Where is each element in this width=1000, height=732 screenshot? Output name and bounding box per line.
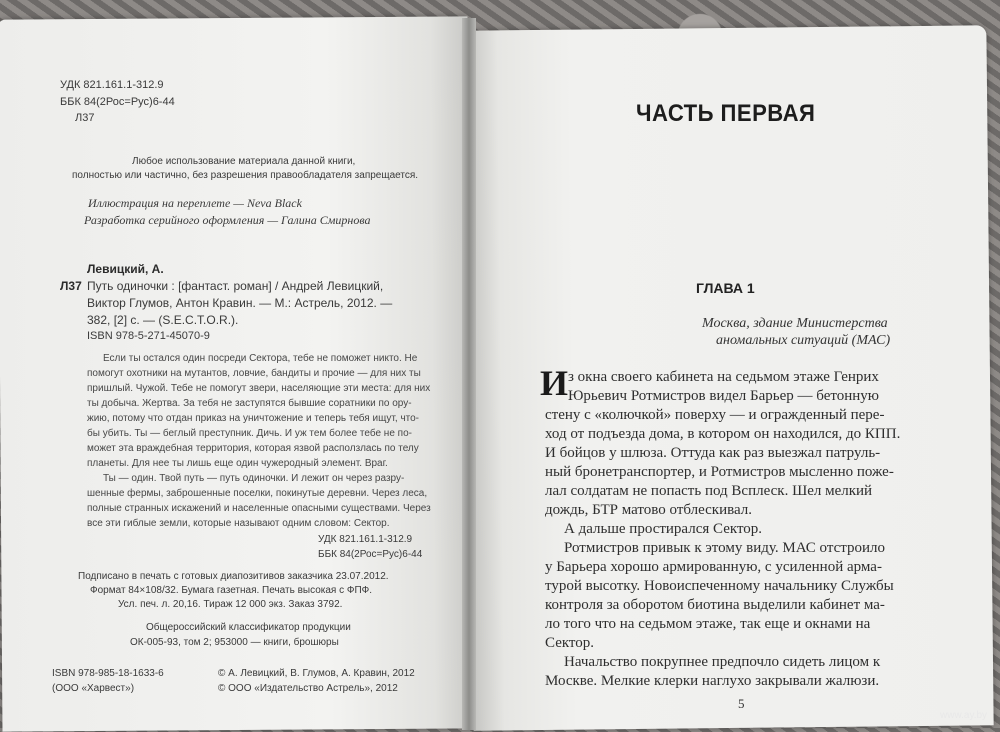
classifier-line-1: Общероссийский классификатор продукции	[146, 622, 351, 633]
credit-design: Разработка серийного оформления — Галина Смирнова	[84, 213, 371, 227]
annotation-line: помогут охотники на мутантов, ловчие, бандиты и прочие — для них ты	[87, 368, 421, 379]
watermark: www.ay.by	[940, 710, 988, 721]
annotation-line: может эта враждебная территория, которая язвой расползлась по телу	[87, 443, 419, 454]
copyright-publisher: © ООО «Издательство Астрель», 2012	[218, 683, 398, 694]
body-line: у Барьера хорошо армированную, с усиленной арма-	[545, 559, 882, 575]
annotation-line: ты добыча. Жертва. За тебя не заступятся бывшие соратники по ору-	[87, 398, 412, 409]
isbn-main: ISBN 978-5-271-45070-9	[87, 330, 210, 342]
annotation-line: все эти гиблые земли, которые называют одним словом: Сектор.	[87, 518, 390, 529]
body-line: ный бронетранспортер, и Ротмистров мысленно поже-	[545, 464, 894, 480]
udk-code: УДК 821.161.1-312.9	[60, 79, 164, 91]
entry-line-2: Виктор Глумов, Антон Кравин. — М.: Астрель, 2012. —	[87, 296, 393, 310]
classification-code: Л37	[75, 112, 95, 124]
annotation-line: шенные фермы, заброшенные поселки, покинутые деревни. Через леса,	[87, 488, 428, 499]
copyright-authors: © А. Левицкий, В. Глумов, А. Кравин, 2012	[218, 668, 415, 679]
body-line: Юрьевич Ротмистров видел Барьер — бетонную	[568, 388, 880, 404]
annotation-line: пришлый. Чужой. Тебе не помогут звери, населяющие эти места: для них	[87, 383, 431, 394]
body-line: ло того что на седьмом этаже, так еще и окнами на	[545, 616, 871, 632]
print-info-line-3: Усл. печ. л. 20,16. Тираж 12 000 экз. Заказ 3792.	[118, 599, 343, 610]
epigraph-line-2: аномальных ситуаций (МАС)	[716, 333, 891, 348]
part-title: ЧАСТЬ ПЕРВАЯ	[636, 100, 816, 127]
annotation-line: планеты. Для нее ты лишь еще один чужеродный элемент. Враг.	[87, 458, 388, 469]
chapter-title: ГЛАВА 1	[696, 280, 755, 296]
body-line: Ротмистров привык к этому виду. МАС отстроило	[564, 540, 885, 556]
body-line: Сектор.	[545, 635, 595, 651]
body-line: Начальство покрупнее предпочло сидеть лицом к	[564, 654, 881, 670]
publisher-harvest: (ООО «Харвест»)	[52, 683, 135, 694]
body-line: А дальше простирался Сектор.	[564, 521, 763, 537]
body-line: лал солдатам не попасть под Всплеск. Шел мелкий	[545, 483, 873, 499]
epigraph-line-1: Москва, здание Министерства	[702, 316, 888, 331]
copyright-notice-line-1: Любое использование материала данной книги,	[132, 156, 356, 167]
entry-line-1: Путь одиночки : [фантаст. роман] / Андрей Левицкий,	[87, 279, 384, 293]
body-line: контроля за оборотом биотина выделили кабинет ма-	[545, 597, 885, 613]
body-line: ход от подъезда дома, в котором он находился, до КПП.	[545, 426, 901, 442]
body-line: стену с «колючкой» поверху — и огражденный пере-	[545, 407, 885, 423]
isbn-second: ISBN 978-985-18-1633-6	[52, 668, 164, 679]
entry-line-3: 382, [2] с. — (S.E.C.T.O.R.).	[87, 313, 239, 327]
credit-illustration: Иллюстрация на переплете — Neva Black	[88, 196, 302, 210]
annotation-line: бы убить. Ты — беглый преступник. Дичь. И уж тем более тебе не по-	[87, 428, 412, 439]
annotation-line: Ты — один. Твой путь — путь одиночки. И лежит он через разру-	[103, 473, 405, 484]
copyright-notice-line-2: полностью или частично, без разрешения правообладателя запрещается.	[72, 170, 419, 181]
body-line: з окна своего кабинета на седьмом этаже Генрих	[568, 369, 879, 385]
annotation-line: Если ты остался один посреди Сектора, тебе не поможет никто. Не	[103, 353, 418, 364]
body-line: Москве. Мелкие клерки наглухо закрывали жалюзи.	[545, 673, 880, 689]
classifier-line-2: ОК-005-93, том 2; 953000 — книги, брошюры	[130, 637, 339, 648]
drop-cap: И	[540, 363, 569, 403]
body-line: турой высотку. Новоиспеченному начальнику Службы	[545, 578, 894, 594]
body-line: И бойцов у шлюза. Оттуда как раз выезжал патруль-	[545, 445, 881, 461]
annotation-line: полные странных искажений и населенные опасными существами. Через	[87, 503, 431, 514]
body-line: дождь, БТР матово отблескивал.	[545, 502, 753, 518]
bbk-code: ББК 84(2Рос=Рус)6-44	[60, 96, 175, 108]
bbk-bottom: ББК 84(2Рос=Рус)6-44	[318, 549, 423, 560]
print-info-line-2: Формат 84×108/32. Бумага газетная. Печать высокая с ФПФ.	[90, 585, 373, 596]
page-number: 5	[738, 696, 745, 711]
print-info-line-1: Подписано в печать с готовых диапозитивов заказчика 23.07.2012.	[78, 571, 389, 582]
udk-bottom: УДК 821.161.1-312.9	[318, 534, 413, 545]
author-heading: Левицкий, А.	[87, 262, 164, 276]
entry-code: Л37	[60, 279, 82, 293]
book-spine	[462, 18, 476, 730]
annotation-line: жию, потому что отдан приказ на уничтожение и теперь тебя ищут, что-	[87, 413, 420, 424]
